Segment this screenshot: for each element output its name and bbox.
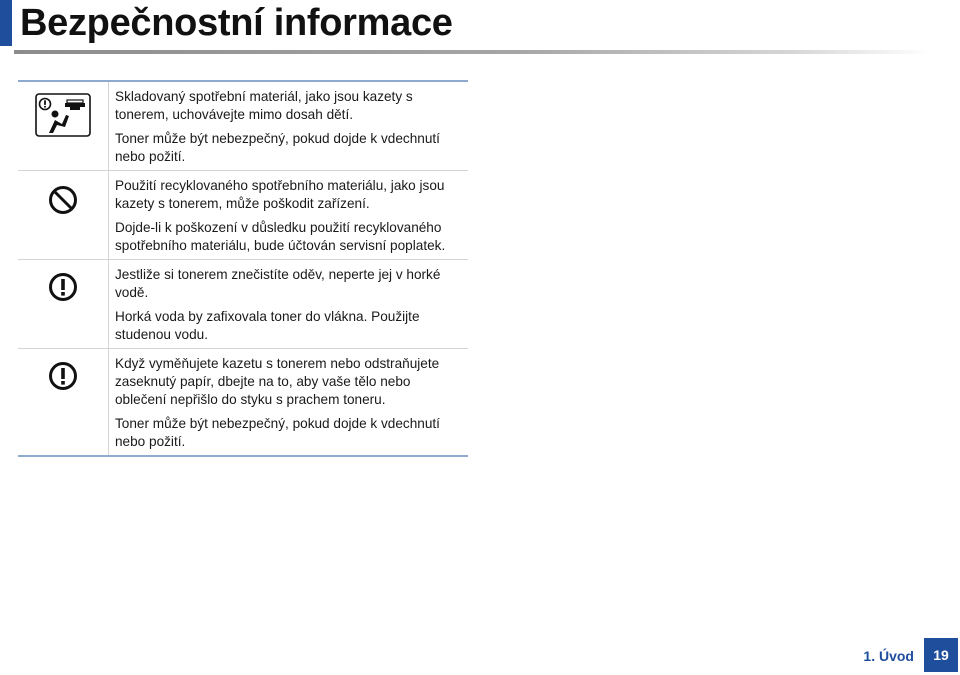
child-safety-warning-icon (35, 93, 91, 137)
prohibited-icon (47, 184, 79, 216)
title-divider (14, 50, 930, 54)
page-title: Bezpečnostní informace (20, 2, 453, 44)
safety-row (18, 260, 468, 349)
safety-paragraph: Když vyměňujete kazetu s tonerem nebo odstraňujete zaseknutý papír, dbejte na to, aby vaše tělo nebo oblečení nepřišlo do styku s prachem toneru. (115, 356, 440, 407)
safety-row (18, 171, 468, 260)
footer-section-label: 1. Úvod (863, 648, 914, 664)
icon-cell (18, 171, 109, 260)
safety-paragraph: Jestliže si tonerem znečistíte oděv, neperte jej v horké vodě. (115, 267, 441, 300)
text-cell (109, 171, 469, 260)
text-cell (109, 81, 469, 171)
safety-paragraph: Dojde-li k poškození v důsledku použití recyklovaného spotřebního materiálu, bude účtován servisní poplatek. (115, 220, 446, 253)
caution-icon (47, 271, 79, 303)
safety-row (18, 81, 468, 171)
text-cell (109, 349, 469, 457)
safety-paragraph: Toner může být nebezpečný, pokud dojde k vdechnutí nebo požití. (115, 416, 440, 449)
icon-cell (18, 349, 109, 457)
safety-table (18, 80, 468, 457)
safety-paragraph: Toner může být nebezpečný, pokud dojde k vdechnutí nebo požití. (115, 131, 440, 164)
page-number: 19 (924, 638, 958, 672)
safety-paragraph: Použití recyklovaného spotřebního materiálu, jako jsou kazety s tonerem, může poškodit zařízení. (115, 178, 445, 211)
icon-cell (18, 81, 109, 171)
safety-row (18, 349, 468, 457)
text-cell (109, 260, 469, 349)
title-accent-bar (0, 0, 12, 46)
safety-paragraph: Horká voda by zafixovala toner do vlákna. Použijte studenou vodu. (115, 309, 420, 342)
icon-cell (18, 260, 109, 349)
caution-icon (47, 360, 79, 392)
safety-paragraph: Skladovaný spotřební materiál, jako jsou kazety s tonerem, uchovávejte mimo dosah dětí. (115, 89, 413, 122)
